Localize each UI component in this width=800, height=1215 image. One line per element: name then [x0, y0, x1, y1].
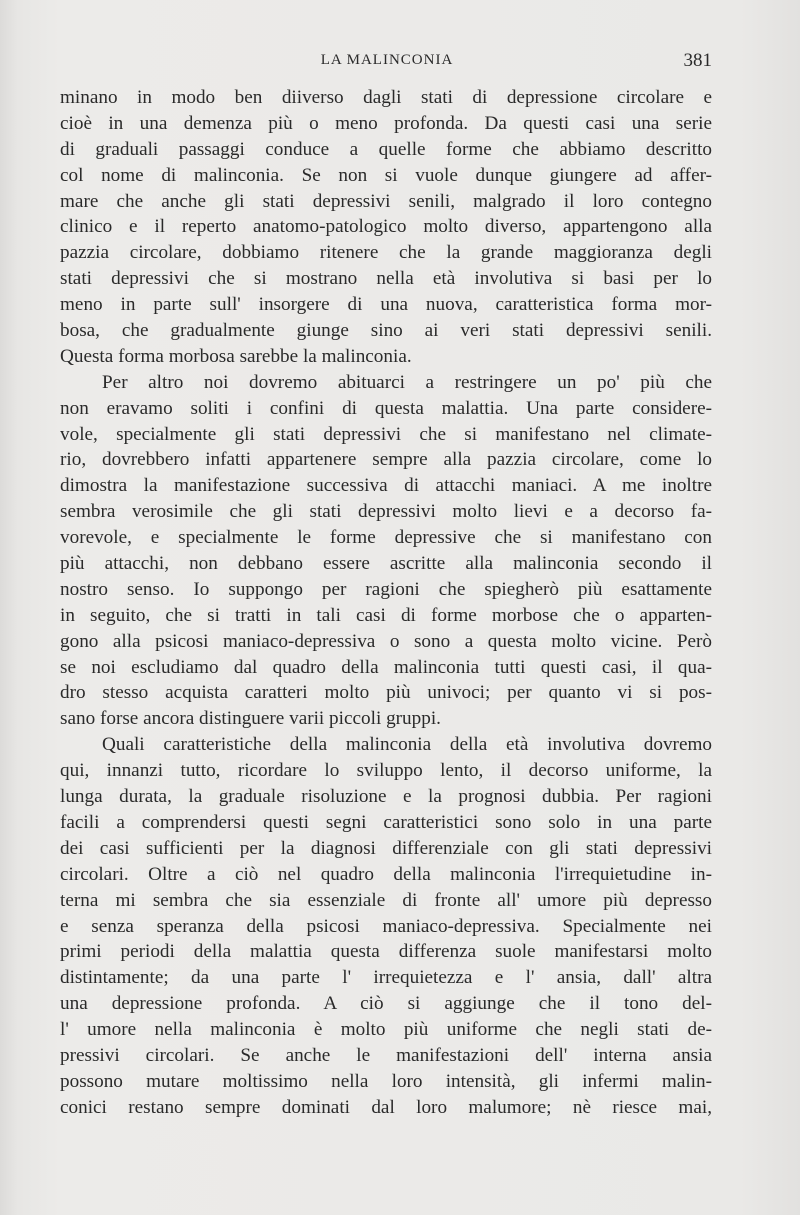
text-line: l' umore nella malinconia è molto più uniforme che negli stati de-	[60, 1019, 712, 1041]
text-line: qui, innanzi tutto, ricordare lo sviluppo lento, il decorso uniforme, la	[60, 760, 712, 782]
text-line: rio, dovrebbero infatti appartenere sempre alla pazzia circolare, come lo	[60, 449, 712, 471]
text-line: stati depressivi che si mostrano nella età involutiva si basi per lo	[60, 268, 712, 290]
text-line: bosa, che gradualmente giunge sino ai veri stati depressivi senili.	[60, 320, 712, 342]
text-line: cioè in una demenza più o meno profonda. Da questi casi una serie	[60, 112, 712, 134]
text-line: mare che anche gli stati depressivi senili, malgrado il loro contegno	[60, 190, 712, 212]
text-line: non eravamo soliti i confini di questa malattia. Una parte considere-	[60, 397, 712, 419]
text-line: circolari. Oltre a ciò nel quadro della malinconia l'irrequietudine in-	[60, 863, 712, 885]
text-line: sembra verosimile che gli stati depressivi molto lievi e a decorso fa-	[60, 501, 712, 523]
text-line: dei casi sufficienti per la diagnosi differenziale con gli stati depressivi	[60, 837, 712, 859]
text-line: pazzia circolare, dobbiamo ritenere che la grande maggioranza degli	[60, 242, 712, 264]
body-text	[60, 85, 712, 1121]
text-line: vole, specialmente gli stati depressivi che si manifestano nel climate-	[60, 423, 712, 445]
text-line: di graduali passaggi conduce a quelle forme che abbiamo descritto	[60, 138, 712, 160]
text-line: e senza speranza della psicosi maniaco-depressiva. Specialmente nei	[60, 915, 712, 937]
page-number: 381	[683, 50, 712, 71]
text-line: vorevole, e specialmente le forme depressive che si manifestano con	[60, 527, 712, 549]
text-line: minano in modo ben diіverso dagli stati di depressione circolare e	[60, 87, 712, 108]
text-line: possono mutare moltissimo nella loro intensità, gli infermi malin-	[60, 1070, 712, 1092]
text-line: gono alla psicosi maniaco-depressiva o sono a questa molto vicine. Però	[60, 630, 712, 652]
page-header	[62, 50, 712, 74]
text-line: in seguito, che si tratti in tali casi di forme morbose che o apparten-	[60, 604, 712, 626]
text-line: terna mi sembra che sia essenziale di fronte all' umore più depresso	[60, 889, 712, 911]
text-line: più attacchi, non debbano essere ascritte alla malinconia secondo il	[60, 553, 712, 575]
text-line: dimostra la manifestazione successiva di attacchi maniaci. A me inoltre	[60, 475, 712, 497]
text-line: col nome di malinconia. Se non si vuole dunque giungere ad affer-	[60, 164, 712, 186]
paragraph-start-line: Per altro noi dovremo abituarci a restringere un po' più che	[102, 371, 712, 393]
text-line: distintamente; da una parte l' irrequietezza e l' ansia, dall' altra	[60, 967, 712, 989]
text-line: dro stesso acquista caratteri molto più univoci; per quanto vi si pos-	[60, 682, 712, 704]
text-line: meno in parte sull' insorgere di una nuova, caratteristica forma mor-	[60, 294, 712, 316]
text-line: nostro senso. Io suppongo per ragioni che spiegherò più esattamente	[60, 578, 712, 600]
text-line: Questa forma morbosa sarebbe la malinconia.	[60, 345, 412, 367]
text-line: se noi escludiamo dal quadro della malinconia tutti questi casi, il qua-	[60, 656, 712, 678]
text-line: una depressione profonda. A ciò si aggiunge che il tono del-	[60, 993, 712, 1015]
text-line: clinico e il reperto anatomo-patologico molto diverso, appartengono alla	[60, 216, 712, 238]
text-line: lunga durata, la graduale risoluzione e la prognosi dubbia. Per ragioni	[60, 786, 712, 808]
text-line: pressivi circolari. Se anche le manifestazioni dell' interna ansia	[60, 1044, 712, 1066]
text-line: facili a comprendersi questi segni caratteristici sono solo in una parte	[60, 811, 712, 833]
text-line: conici restano sempre dominati dal loro malumore; nè riesce mai,	[60, 1096, 712, 1118]
text-line: sano forse ancora distinguere varii piccoli gruppi.	[60, 708, 441, 730]
paragraph-start-line: Quali caratteristiche della malinconia della età involutiva dovremo	[102, 734, 712, 756]
running-title: LA MALINCONIA	[320, 52, 454, 68]
text-line: primi periodi della malattia questa differenza suole manifestarsi molto	[60, 941, 712, 963]
